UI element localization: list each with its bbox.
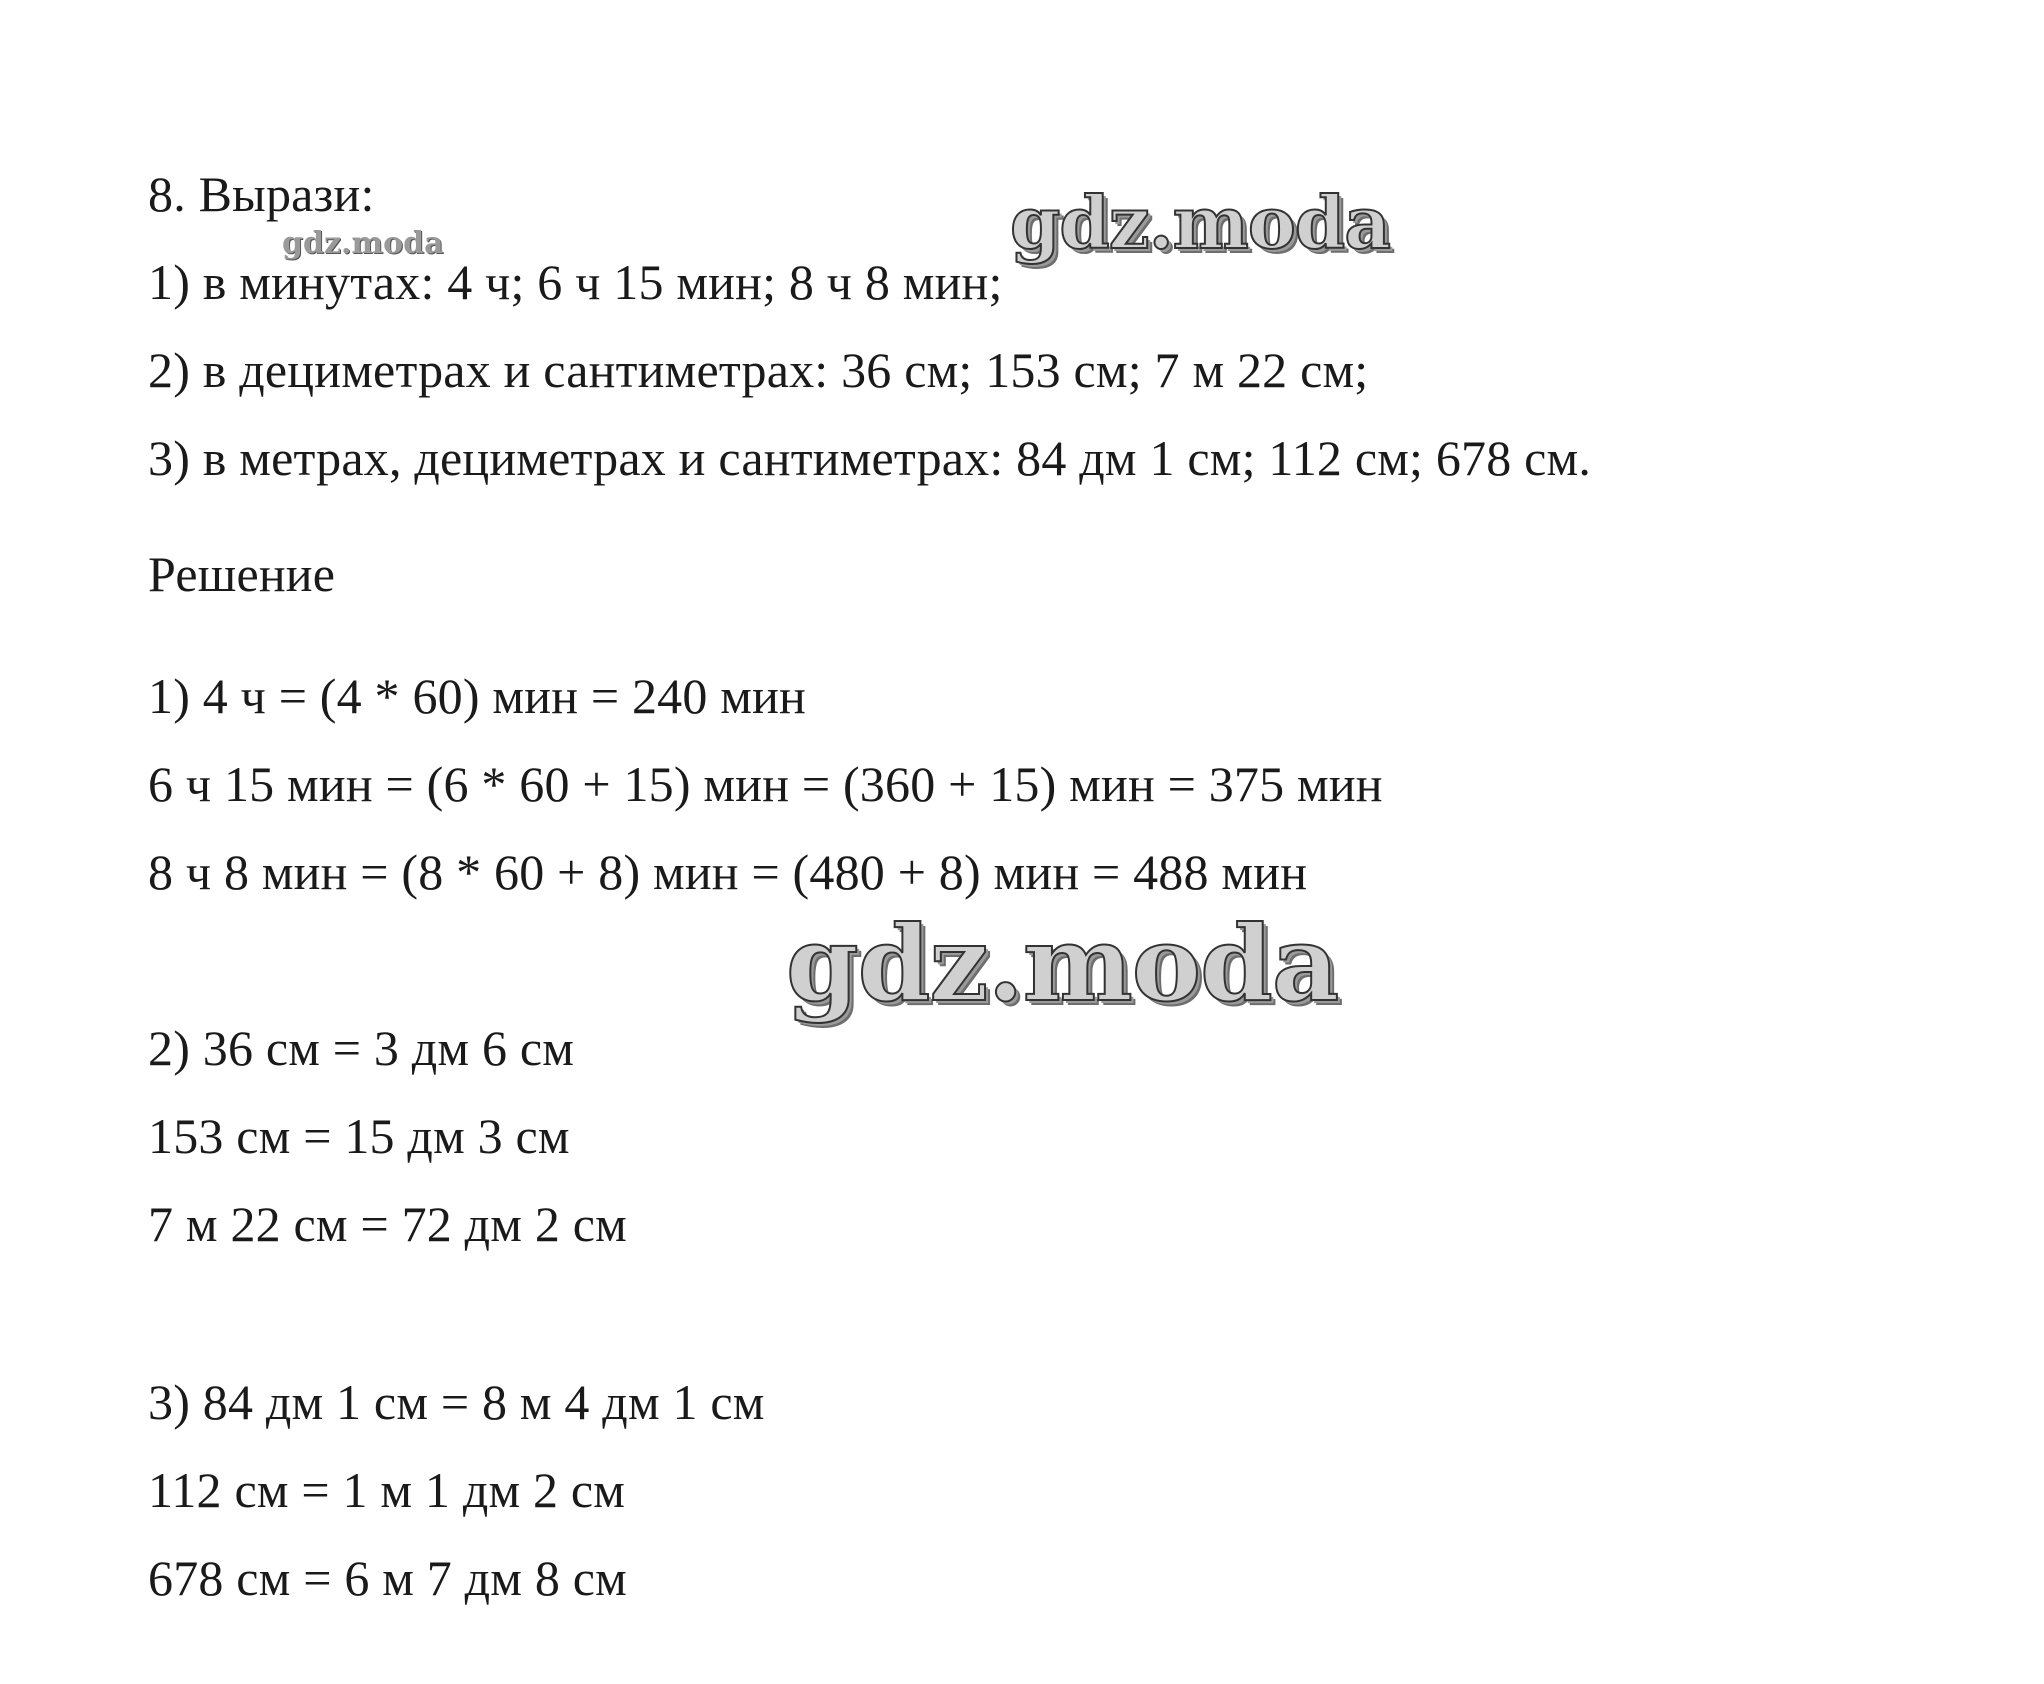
solution-heading: Решение (148, 546, 336, 602)
task-item-2: 2) в дециметрах и сантиметрах: 36 см; 153 см; 7 м 22 см; (148, 342, 1369, 398)
task-item-3: 3) в метрах, дециметрах и сантиметрах: 84 дм 1 см; 112 см; 678 см. (148, 430, 1592, 486)
solution-part2-line-1: 2) 36 см = 3 дм 6 см (148, 1020, 575, 1076)
solution-part3-line-3: 678 см = 6 м 7 дм 8 см (148, 1550, 627, 1606)
solution-part1-line-1: 1) 4 ч = (4 * 60) мин = 240 мин (148, 668, 807, 724)
task-title: 8. Вырази: (148, 166, 375, 222)
solution-part2-line-3: 7 м 22 см = 72 дм 2 см (148, 1196, 627, 1252)
solution-part3-line-2: 112 см = 1 м 1 дм 2 см (148, 1462, 626, 1518)
watermark-small-logo: gdz.moda (282, 226, 444, 261)
solution-part1-line-3: 8 ч 8 мин = (8 * 60 + 8) мин = (480 + 8) мин = 488 мин (148, 844, 1308, 900)
task-item-1: 1) в минутах: 4 ч; 6 ч 15 мин; 8 ч 8 мин; (148, 254, 1003, 310)
watermark-top-logo: gdz.moda (1010, 180, 1390, 265)
watermark-middle-logo: gdz.moda (786, 902, 1339, 1025)
solution-part2-line-2: 153 см = 15 дм 3 см (148, 1108, 570, 1164)
solution-part3-line-1: 3) 84 дм 1 см = 8 м 4 дм 1 см (148, 1374, 765, 1430)
solution-part1-line-2: 6 ч 15 мин = (6 * 60 + 15) мин = (360 + 15) мин = 375 мин (148, 756, 1383, 812)
